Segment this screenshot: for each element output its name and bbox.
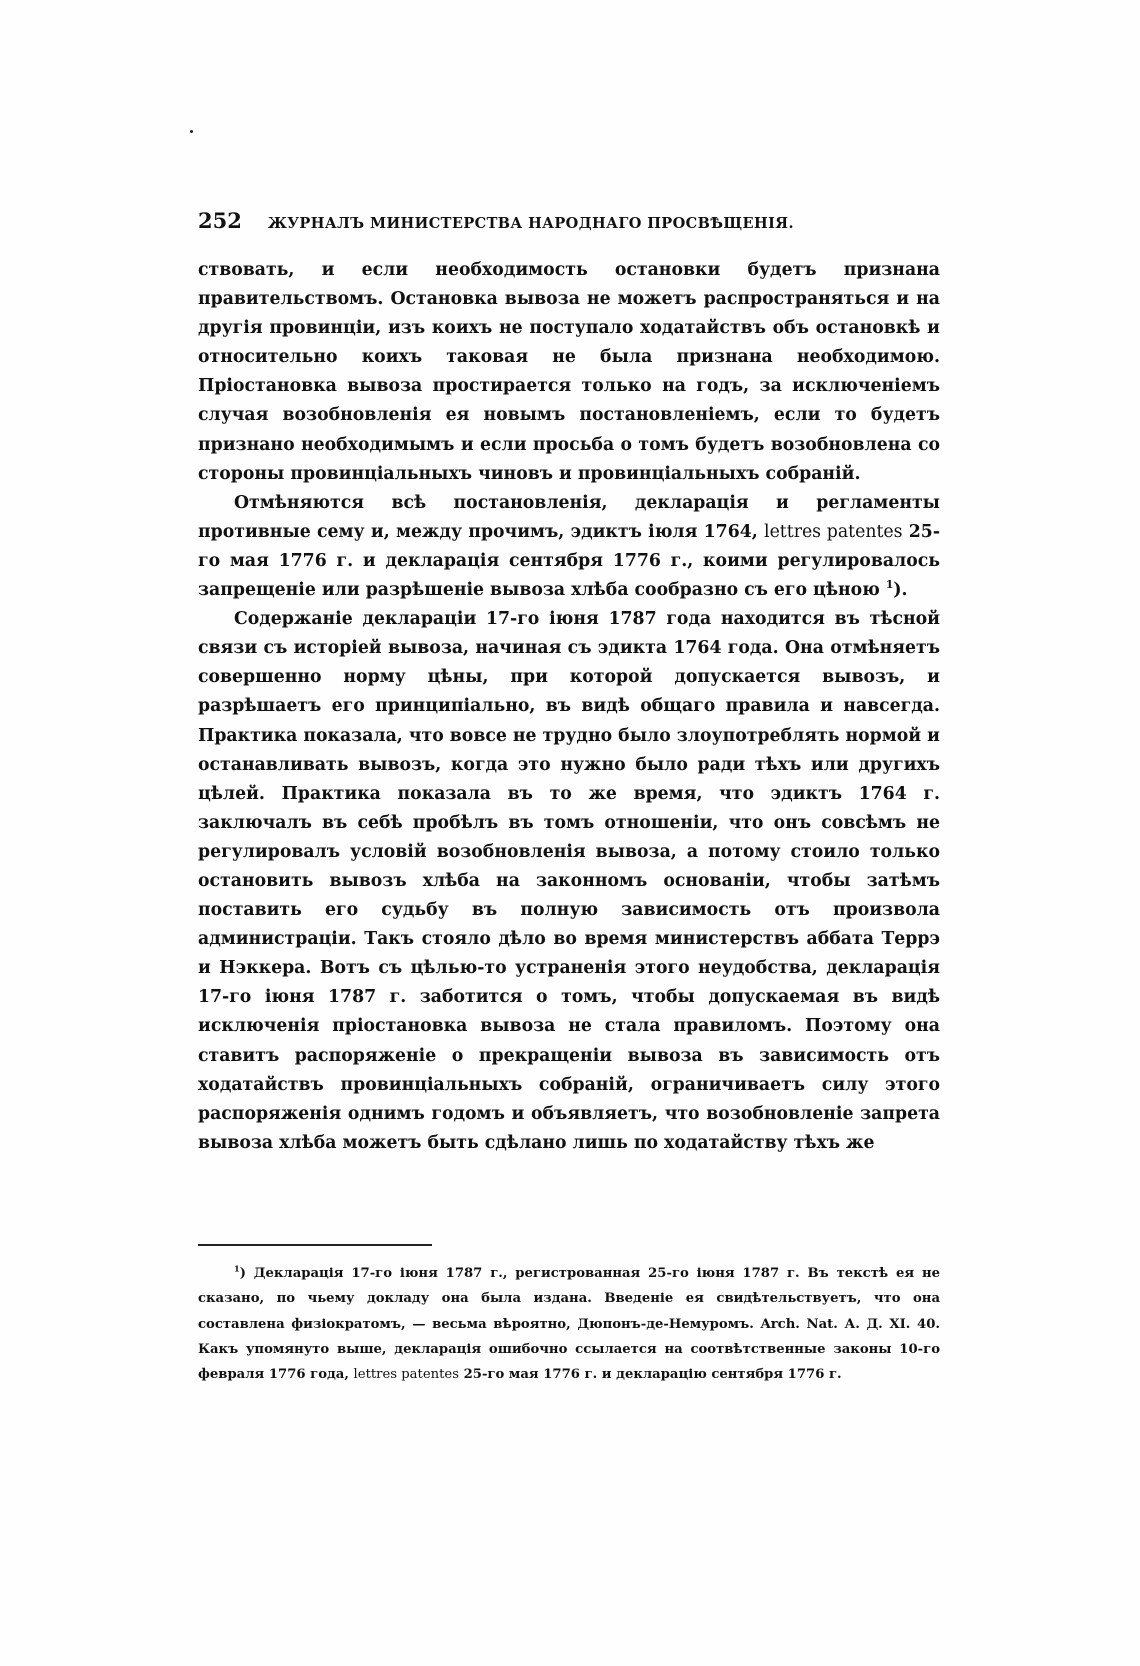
footnote-divider: [198, 1244, 432, 1246]
footnote: [198, 1261, 940, 1387]
footnote-text-a: ) Декларація 17-го іюня 1787 г., регистрованная 25-го іюня 1787 г. Въ текстѣ ея не сказано, по чьему докладу она была издана. Введеніе ея свидѣтельствуетъ, что она составлена физіократомъ, — весьма вѣроятно, Дюпонъ-де-Немуромъ. Arch. Nat. А. Д. XI. 40. Какъ упомянуто выше, декларація ошибочно ссылается на соотвѣтственные законы 10-го февраля 1776 года,: [198, 1266, 940, 1383]
footnote-text-b: 25-го мая 1776 г. и декларацію сентября 1776 г.: [459, 1367, 842, 1383]
paragraph-2-text-a: Отмѣняются всѣ постановленія, декларація и регламенты противные сему и, между прочимъ, эдиктъ іюля 1764,: [198, 492, 940, 542]
page-header: [198, 208, 940, 233]
footnote-reference: 1: [885, 578, 894, 592]
footnote-1: [198, 1261, 940, 1387]
paragraph-2-text-c: ).: [893, 580, 908, 601]
main-text: [198, 256, 940, 1158]
speck-mark: [190, 130, 193, 133]
running-title: ЖУРНАЛЪ МИНИСТЕРСТВА НАРОДНАГО ПРОСВѢЩЕНІЯ.: [267, 215, 794, 232]
footnote-mark: 1: [234, 1263, 240, 1274]
paragraph-1: ствовать, и если необходимость остановки будетъ признана правительствомъ. Остановка вывоза не можетъ распространяться и на другія провинціи, изъ коихъ не поступало ходатайствъ объ остановкѣ и относительно коихъ таковая не была признана необходимою. Пріостановка вывоза простирается только на годъ, за исключеніемъ случая возобновленія ея новымъ постановленіемъ, если то будетъ признано необходимымъ и если просьба о томъ будетъ возобновлена со стороны провинціальныхъ чиновъ и провинціальныхъ собраній.: [198, 260, 940, 484]
paragraph-2-latin: lettres patentes: [764, 521, 903, 542]
paragraph-3: Содержаніе деклараціи 17-го іюня 1787 года находится въ тѣсной связи съ исторіей вывоза, начиная съ эдикта 1764 года. Она отмѣняетъ совершенно норму цѣны, при которой допускается вывозъ, и разрѣшаетъ его принципіально, въ видѣ общаго правила и навсегда. Практика показала, что вовсе не трудно было злоупотреблять нормой и останавливать вывозъ, когда это нужно было ради тѣхъ или другихъ цѣлей. Практика показала въ то же время, что эдиктъ 1764 г. заключалъ въ себѣ пробѣлъ въ томъ отношеніи, что онъ совсѣмъ не регулировалъ условій возобновленія вывоза, а потому стоило только остановить вывозъ хлѣба на законномъ основаніи, чтобы затѣмъ поставить его судьбу въ полную зависимость отъ произвола администраціи. Такъ стояло дѣло во время министерствъ аббата Террэ и Нэккера. Вотъ съ цѣлью-то устраненія этого неудобства, декларація 17-го іюня 1787 г. заботится о томъ, чтобы допускаемая въ видѣ исключенія пріостановка вывоза не стала правиломъ. Поэтому она ставитъ распоряженіе о прекращеніи вывоза въ зависимость отъ ходатайствъ провинціальныхъ собраній, ограничиваетъ силу этого распоряженія однимъ годомъ и объявляетъ, что возобновленіе запрета вывоза хлѣба можетъ быть сдѣлано лишь по ходатайству тѣхъ же: [198, 609, 940, 1153]
paragraph-2-text-b: 25-го мая 1776 г. и декларація сентября 1776 г., коими регулировалось запрещеніе или разрѣшеніе вывоза хлѣба сообразно съ его цѣною: [198, 521, 940, 601]
footnote-latin: lettres patentes: [353, 1367, 460, 1383]
page-number: 252: [198, 208, 242, 233]
paragraph-2: [198, 489, 940, 605]
